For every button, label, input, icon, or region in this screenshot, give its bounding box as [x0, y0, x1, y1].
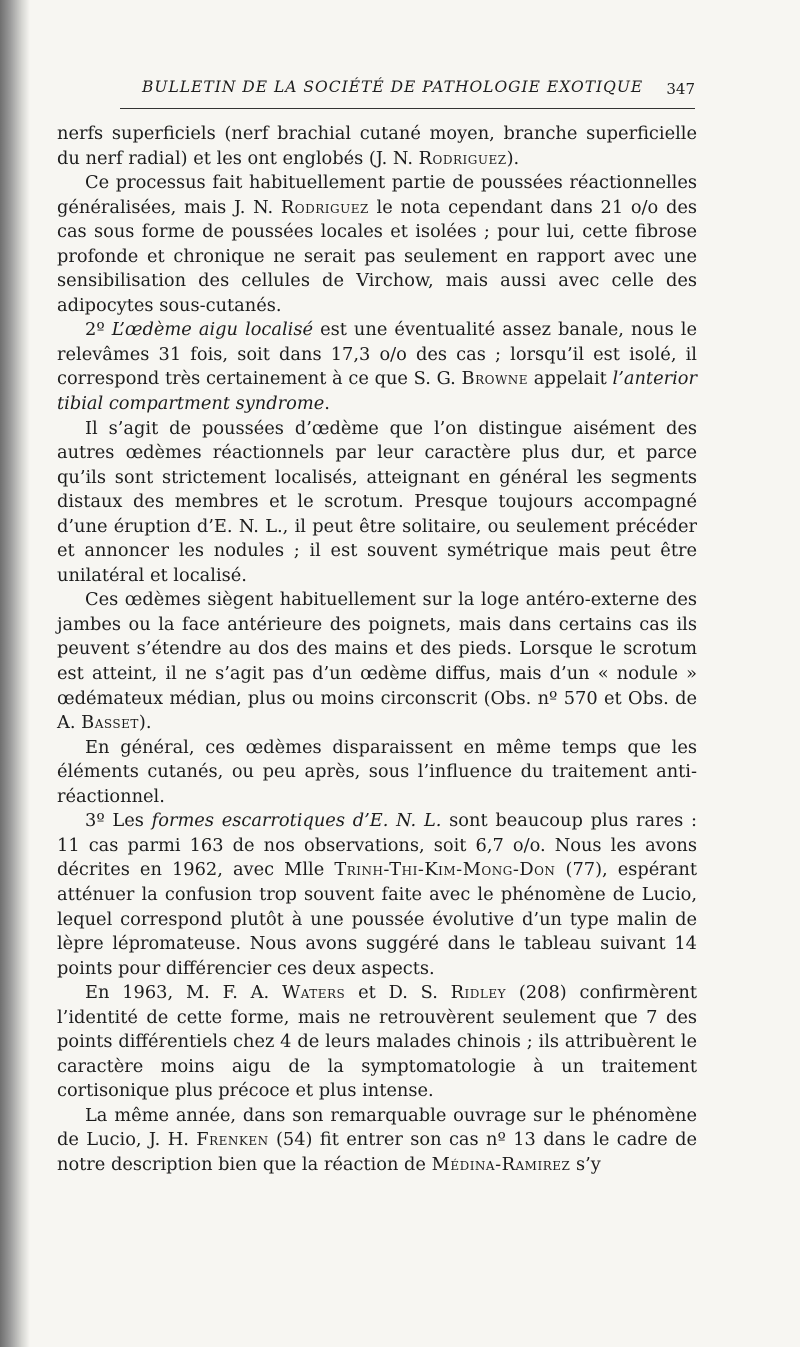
- author-name: Browne: [461, 368, 529, 390]
- paragraph-3: 2º L’œdème aigu localisé est une éventualité assez banale, nous le relevâmes 31 fois, soit dans 17,3 o/o des cas ; lorsqu’il est isolé, il correspond très certainement à ce que S. G. Browne appelait l’anterior tibial compartment syndrome.: [57, 319, 698, 415]
- running-title: BULLETIN DE LA SOCIÉTÉ DE PATHOLOGIE EXOTIQUE: [142, 78, 644, 96]
- section-term: formes escarrotiques d’E. N. L.: [151, 810, 442, 832]
- paragraph-1: nerfs superficiels (nerf brachial cutané moyen, branche superficielle du nerf radial) et les ont englobés (J. N. Rodriguez).: [57, 123, 697, 169]
- paragraph-9: La même année, dans son remarquable ouvrage sur le phénomène de Lucio, J. H. Frenken (54) fit entrer son cas nº 13 dans le cadre de notre description bien que la réaction de Médina-Ramirez s’y: [57, 1104, 697, 1175]
- page-body: [57, 122, 697, 1178]
- paragraph-6: En général, ces œdèmes disparaissent en même temps que les éléments cutanés, ou peu après, sous l’influence du traitement anti-réactionnel.: [57, 736, 697, 807]
- syndrome-term: l’anterior tibial compartment syndrome: [57, 368, 697, 415]
- paragraph-2: Ce processus fait habituellement partie de poussées réactionnelles généralisées, mais J. N. Rodriguez le nota cependant dans 21 o/o des cas sous forme de poussées locales et isolées ; pour lui, cette fibrose profonde et chronique ne serait pas seulement en rapport avec une sensibilisation des cellules de Virchow, mais aussi avec celle des adipocytes sous-cutanés.: [57, 172, 697, 316]
- running-header: [120, 78, 695, 106]
- author-name: Médina-Ramirez: [431, 1153, 571, 1175]
- author-name: Ridley: [450, 982, 507, 1004]
- author-name: Waters: [281, 982, 346, 1004]
- author-name: Trinh-Thi-Kim-Mong-Don: [334, 859, 556, 881]
- author-name: Rodriguez: [280, 196, 369, 218]
- paragraph-7: 3º Les formes escarrotiques d’E. N. L. sont beaucoup plus rares : 11 cas parmi 163 de nos observations, soit 6,7 o/o. Nous les avons décrites en 1962, avec Mlle Trinh-Thi-Kim-Mong-Don (77), espérant atténuer la confusion trop souvent faite avec le phénomène de Lucio, lequel correspond plutôt à une poussée évolutive d’un type malin de lèpre lépromateuse. Nous avons suggéré dans le tableau suivant 14 points pour différencier ces deux aspects.: [57, 810, 697, 979]
- author-name: Rodriguez: [418, 147, 507, 169]
- page-binding-shadow: [0, 0, 30, 1347]
- page-number: 347: [666, 80, 695, 98]
- paragraph-5: Ces œdèmes siègent habituellement sur la loge antéro-externe des jambes ou la face antérieure des poignets, mais dans certains cas ils peuvent s’étendre au dos des mains et des pieds. Lorsque le scrotum est atteint, il ne s’agit pas d’un œdème diffus, mais d’un « nodule » œdémateux médian, plus ou moins circonscrit (Obs. nº 570 et Obs. de A. Basset).: [57, 589, 697, 734]
- author-name: Basset: [81, 712, 139, 734]
- section-term: L’œdème aigu localisé: [111, 319, 314, 341]
- paragraph-8: En 1963, M. F. A. Waters et D. S. Ridley (208) confirmèrent l’identité de cette forme, mais ne retrouvèrent seulement que 7 des points différentiels chez 4 de leurs malades chinois ; ils attribuèrent le caractère moins aigu de la symptomatologie à un traitement cortisonique plus précoce et plus intense.: [57, 982, 697, 1102]
- paragraph-4: Il s’agit de poussées d’œdème que l’on distingue aisément des autres œdèmes réactionnels par leur caractère plus dur, et parce qu’ils sont strictement localisés, atteignant en général les segments distaux des membres et le scrotum. Presque toujours accompagné d’une éruption d’E. N. L., il peut être solitaire, ou seulement précéder et annoncer les nodules ; il est souvent symétrique mais peut être unilatéral et localisé.: [57, 417, 697, 586]
- header-rule: [120, 108, 695, 109]
- author-name: Frenken: [196, 1129, 269, 1151]
